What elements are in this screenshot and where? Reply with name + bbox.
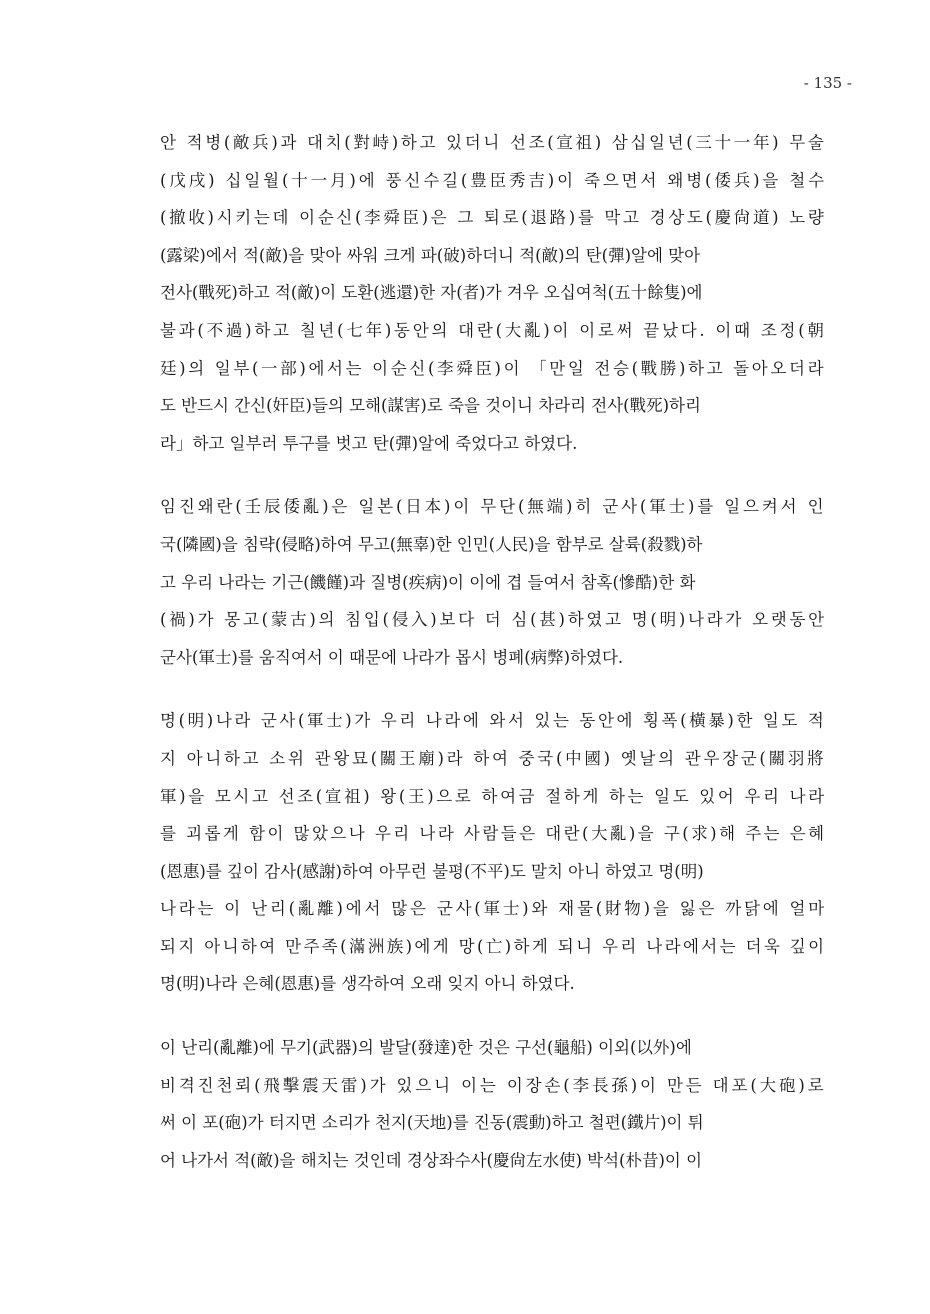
text-line: (禍)가 몽고(蒙古)의 침입(侵入)보다 더 심(甚)하였고 명(明)나라가 오랫동안 bbox=[160, 610, 827, 630]
paragraph-3 bbox=[160, 702, 827, 1003]
text-line: 도 반드시 간신(奸臣)들의 모해(謀害)로 죽을 것이니 차라리 전사(戰死)하리 bbox=[160, 396, 701, 416]
text-line: 군사(軍士)를 움직여서 이 때문에 나라가 몹시 병폐(病弊)하였다. bbox=[160, 647, 624, 667]
text-line: 써 이 포(砲)가 터지면 소리가 천지(天地)를 진동(震動)하고 철편(鐵片)이 튀 bbox=[160, 1113, 704, 1133]
text-line: 어 나가서 적(敵)을 해치는 것인데 경상좌수사(慶尙左水使) 박석(朴昔)이 이 bbox=[160, 1150, 703, 1170]
text-line: (恩惠)를 깊이 감사(感謝)하여 아무런 불평(不平)도 말치 아니 하였고 명(明) bbox=[160, 861, 704, 881]
text-line: 국(隣國)을 침략(侵略)하여 무고(無辜)한 인민(人民)을 함부로 살륙(殺戮)하 bbox=[160, 534, 703, 554]
text-line: 라」하고 일부러 투구를 벗고 탄(彈)알에 죽었다고 하였다. bbox=[160, 433, 578, 453]
text-line: 軍)을 모시고 선조(宣祖) 왕(王)으로 하여금 절하게 하는 일도 있어 우리 나라 bbox=[160, 786, 827, 806]
text-line: 안 적병(敵兵)과 대치(對峙)하고 있더니 선조(宣祖) 삼십일년(三十一年) 무술 bbox=[160, 133, 827, 152]
text-line: (撤收)시키는데 이순신(李舜臣)은 그 퇴로(退路)를 막고 경상도(慶尙道) 노량 bbox=[160, 208, 827, 228]
text-line: 지 아니하고 소위 관왕묘(關王廟)라 하여 중국(中國) 옛날의 관우장군(關羽將 bbox=[160, 748, 827, 768]
page-number: - 135 - bbox=[803, 74, 852, 92]
text-line: 명(明)나라 군사(軍士)가 우리 나라에 와서 있는 동안에 횡폭(橫暴)한 일도 적 bbox=[160, 711, 827, 731]
text-line: 廷)의 일부(一部)에서는 이순신(李舜臣)이 「만일 전승(戰勝)하고 돌아오더라 bbox=[160, 358, 827, 378]
text-line: 고 우리 나라는 기근(饑饉)과 질병(疾病)이 이에 겹 들여서 참혹(慘酷)한 화 bbox=[160, 572, 696, 592]
text-line: (戊戌) 십일월(十一月)에 풍신수길(豊臣秀吉)이 죽으면서 왜병(倭兵)을 철수 bbox=[160, 170, 828, 190]
paragraph-2 bbox=[160, 488, 827, 676]
text-line: 전사(戰死)하고 적(敵)이 도환(逃還)한 자(者)가 겨우 오십여척(五十餘隻)에 bbox=[160, 283, 703, 303]
paragraph-4 bbox=[160, 1029, 827, 1179]
text-line: 를 괴롭게 함이 많았으나 우리 나라 사람들은 대란(大亂)을 구(求)해 주는 은혜 bbox=[160, 824, 827, 844]
text-line: 나라는 이 난리(亂離)에서 많은 군사(軍士)와 재물(財物)을 잃은 까닭에 얼마 bbox=[160, 899, 827, 919]
text-line: 불과(不過)하고 칠년(七年)동안의 대란(大亂)이 이로써 끝났다. 이때 조정(朝 bbox=[160, 320, 827, 340]
text-line: 되지 아니하여 만주족(滿洲族)에게 망(亡)하게 되니 우리 나라에서는 더욱 깊이 bbox=[160, 936, 827, 956]
text-line: 임진왜란(壬辰倭亂)은 일본(日本)이 무단(無端)히 군사(軍士)를 일으켜서 인 bbox=[160, 497, 827, 517]
text-line: 이 난리(亂離)에 무기(武器)의 발달(發達)한 것은 구선(龜船) 이외(以外)에 bbox=[160, 1038, 692, 1058]
text-line: 비격진천뢰(飛擊震天雷)가 있으니 이는 이장손(李長孫)이 만든 대포(大砲)로 bbox=[160, 1075, 827, 1095]
paragraph-1 bbox=[160, 124, 828, 462]
body-text bbox=[160, 124, 828, 1205]
text-line: (露梁)에서 적(敵)을 맞아 싸워 크게 파(破)하더니 적(敵)의 탄(彈)알에 맞아 bbox=[160, 245, 701, 265]
text-line: 명(明)나라 은혜(恩惠)를 생각하여 오래 잊지 아니 하였다. bbox=[160, 974, 575, 994]
